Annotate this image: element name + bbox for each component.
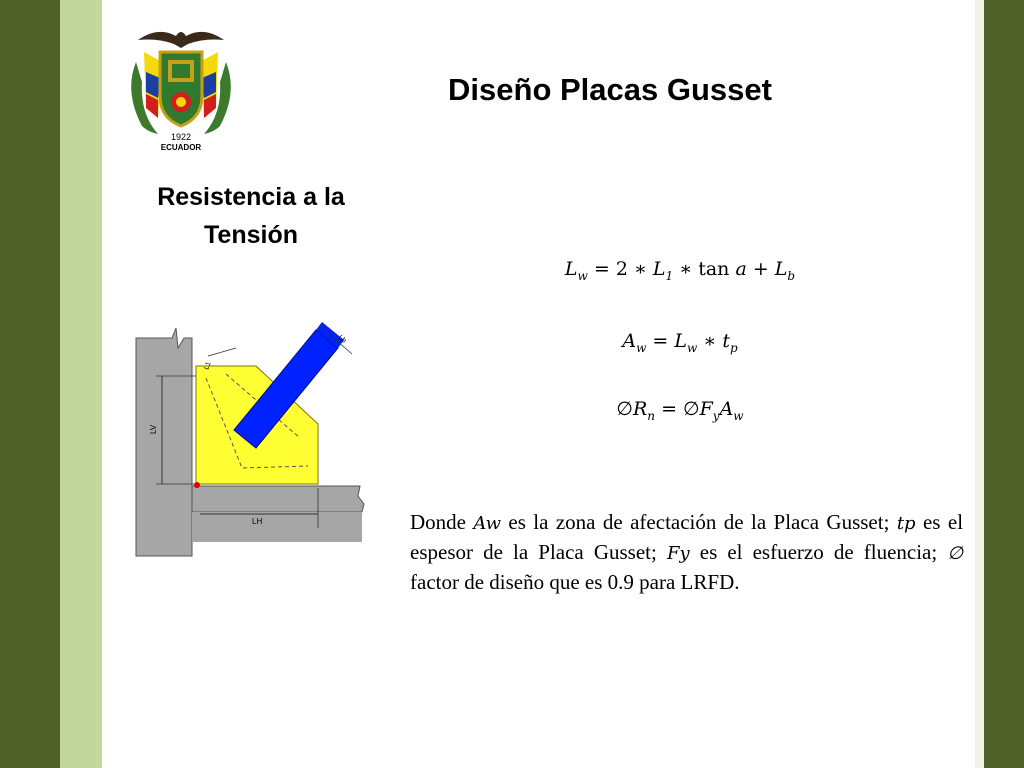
formula-design-strength: $\emptyset R_n$ = $\emptyset F_yA_w$ (616, 398, 744, 423)
subtitle-line-1: Resistencia a la (157, 183, 345, 211)
column-shape (136, 328, 192, 556)
gusset-plate-diagram (132, 318, 376, 558)
right-dark-bar (984, 0, 1024, 768)
beam-shape (192, 486, 364, 512)
work-point-icon (194, 482, 200, 488)
condor-icon (138, 32, 224, 48)
dim-label-lh: LH (252, 517, 263, 526)
dim-label-lv: LV (149, 424, 158, 434)
left-dark-bar (0, 0, 60, 768)
university-logo (118, 22, 244, 154)
logo-year: 1922 (170, 132, 192, 142)
formula-weld-length: $L_w = 2$ ∗ $L_1$ ∗ $\tan a + L_b$ (564, 258, 796, 283)
slide-title: Diseño Placas Gusset (448, 72, 772, 107)
formula-affected-area: $A_w = L_w$ ∗ $t_p$ (622, 330, 738, 355)
dim-label-lb: Lb (336, 334, 348, 345)
description-paragraph: Donde Aw es la zona de afectación de la Placa Gusset; tp es el espesor de la Placa Gusset; Fy es el esfuerzo de fluencia; ∅ factor de diseño que es 0.9 para LRFD. (410, 510, 964, 594)
logo-country: ECUADOR (160, 143, 202, 152)
dim-label-l1: L1 (203, 360, 213, 371)
left-light-bar (60, 0, 102, 768)
slide-subtitle (120, 178, 382, 254)
subtitle-line-2: Tensión (204, 221, 298, 249)
right-light-strip (975, 0, 984, 768)
